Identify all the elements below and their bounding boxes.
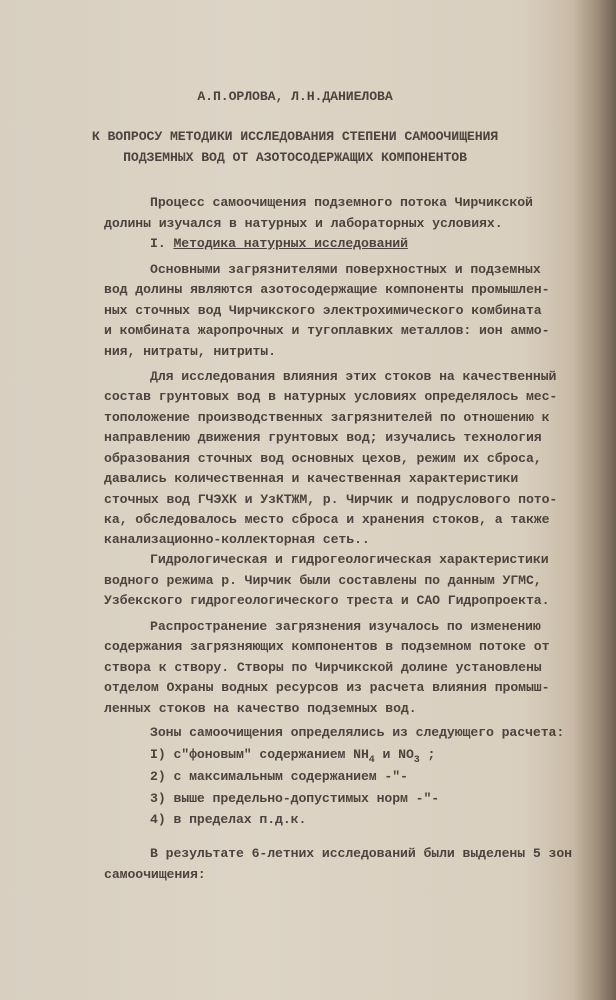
text-line: самоочищения: [104,867,206,882]
title-line: ПОДЗЕМНЫХ ВОД ОТ АЗОТОСОДЕРЖАЩИХ КОМПОНЕНТОВ [123,150,467,165]
list-item: 4) в пределах п.д.к. [150,812,307,827]
text-line: Зоны самоочищения определялись из следующего расчета: [150,725,565,740]
text-line: Основными загрязнителями поверхностных и подземных [150,262,541,277]
text-line: В результате 6-летних исследований были выделены 5 зон [150,846,572,861]
subscript: 3 [413,755,420,766]
subscript: 4 [368,755,375,766]
text-line: водного режима р. Чирчик были составлены по данным УГМС, [104,573,542,588]
text-line: давались количественная и качественная характеристики [104,471,519,486]
section-number: I. [150,236,166,251]
text-line: ка, обследовалось место сброса и хранения стоков, а также [104,512,550,527]
text-line: ния, нитраты, нитриты. [104,344,276,359]
text-line: канализационно-коллекторная сеть.. [104,532,370,547]
text-line: створа к створу. Створы по Чирчикской долине установлены [104,660,542,675]
text-line: направлению движения грунтовых вод; изучались технология [104,430,542,445]
text-line: Узбекского гидрогеологического треста и САО Гидропроекта. [104,593,550,608]
text-line: отделом Охраны водных ресурсов из расчета влияния промыш- [104,680,550,695]
list-text: I) с"фоновым" содержанием NH [150,747,369,762]
text-line: вод долины являются азотосодержащие компоненты промышлен- [104,282,550,297]
list-text: и NO [374,747,414,762]
list-item: 2) с максимальным содержанием -"- [150,769,408,784]
text-line: Гидрологическая и гидрогеологическая характеристики [150,552,549,567]
text-line: Распространение загрязнения изучалось по изменению [150,619,541,634]
list-item: 3) выше предельно-допустимых норм -"- [150,791,440,806]
section-title: Методика натурных исследований [173,236,408,251]
text-line: содержания загрязняющих компонентов в подземном потоке от [104,639,550,654]
text-line: ленных стоков на качество подземных вод. [104,701,417,716]
text-line: сточных вод ГЧЭХК и УзКТЖМ, р. Чирчик и подруслового пото- [104,492,558,507]
section-heading [150,236,408,252]
text-line: образования сточных вод основных цехов, режим их сброса, [104,451,542,466]
list-item [150,747,436,766]
title-line: К ВОПРОСУ МЕТОДИКИ ИССЛЕДОВАНИЯ СТЕПЕНИ САМООЧИЩЕНИЯ [91,129,499,144]
text-line: Процесс самоочищения подземного потока Чирчикской [150,195,533,210]
text-line: долины изучался в натурных и лабораторных условиях. [104,216,503,231]
authors-line: А.П.ОРЛОВА, Л.Н.ДАНИЕЛОВА [197,89,393,104]
text-line: и комбината жаропрочных и тугоплавких металлов: ион аммо- [104,323,550,338]
text-line: ных сточных вод Чирчикского электрохимического комбината [104,303,542,318]
text-line: состав грунтовых вод в натурных условиях определялось мес- [104,389,558,404]
text-line: Для исследования влияния этих стоков на качественный [150,369,557,384]
text-line: тоположение производственных загрязнителей по отношению к [104,410,550,425]
list-text: ; [419,747,436,762]
